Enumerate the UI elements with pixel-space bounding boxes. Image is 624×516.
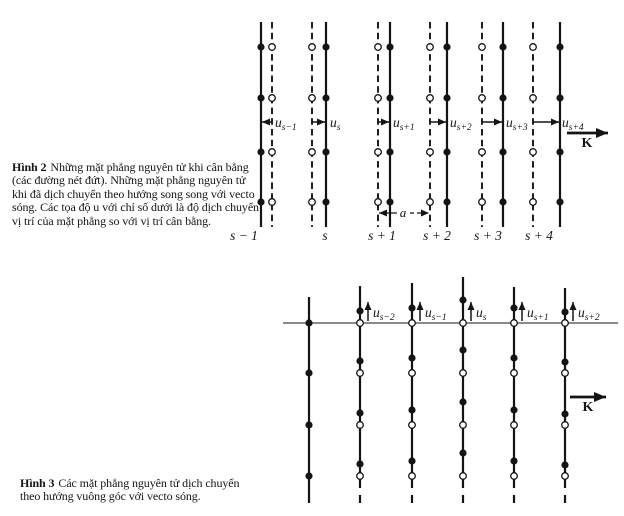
fig2-wavevector — [567, 133, 608, 151]
plane-index-label: s + 2 — [423, 228, 451, 243]
equilibrium-atom-dot — [269, 44, 276, 51]
figure-number-label: Hình 2 — [12, 160, 47, 174]
displacement-label-u-s: $u_s$ — [476, 305, 487, 323]
equilibrium-atom-dot — [511, 370, 518, 377]
displaced-atom-dot — [408, 354, 415, 361]
equilibrium-atom-dot — [460, 473, 467, 480]
displaced-atom-dot — [443, 198, 450, 205]
equilibrium-atom-dot — [269, 95, 276, 102]
equilibrium-atom-dot — [309, 199, 316, 206]
displaced-atom-dot — [556, 43, 563, 50]
equilibrium-atom-dot — [530, 44, 537, 51]
caption-line: theo hướng vuông góc với vecto sóng. — [20, 489, 201, 504]
plane-index-label: s — [322, 228, 328, 243]
equilibrium-atom-dot — [427, 149, 434, 156]
caption-line: khi đã dịch chuyển theo hướng song song với vecto — [12, 186, 255, 201]
displaced-atom-dot — [443, 43, 450, 50]
fig3-plane-s — [459, 277, 486, 503]
equilibrium-atom-dot — [375, 149, 382, 156]
equilibrium-atom-dot — [562, 422, 569, 429]
displaced-atom-dot — [356, 307, 363, 314]
fig2-plane-s+1 — [368, 22, 415, 243]
displaced-atom-dot — [510, 406, 517, 413]
wavevector-label-K: K — [581, 136, 593, 151]
displaced-atom-dot — [499, 43, 506, 50]
equilibrium-atom-dot — [357, 320, 364, 327]
equilibrium-atom-dot — [530, 149, 537, 156]
displacement-label-u-s+1: $u_{s+1}$ — [527, 305, 549, 323]
fig3-plane-s+1 — [510, 287, 548, 503]
displaced-atom-dot — [499, 148, 506, 155]
displaced-atom-dot — [322, 198, 329, 205]
displaced-atom-dot — [257, 148, 264, 155]
displaced-atom-dot — [305, 319, 312, 326]
equilibrium-atom-dot — [269, 199, 276, 206]
displacement-label-u-s+2: $u_{s+2}$ — [450, 115, 472, 133]
displaced-atom-dot — [386, 94, 393, 101]
fig3-wavevector — [570, 397, 606, 415]
figure2-caption — [12, 161, 259, 228]
displaced-atom-dot — [459, 449, 466, 456]
equilibrium-atom-dot — [427, 95, 434, 102]
displaced-atom-dot — [305, 369, 312, 376]
caption-line: (các đường nét đứt). Những mặt phẳng nguyên tử — [12, 173, 246, 188]
displaced-atom-dot — [386, 198, 393, 205]
displacement-label-u-s+1: $u_{s+1}$ — [393, 115, 415, 133]
displaced-atom-dot — [510, 304, 517, 311]
displacement-label-u-s+2: $u_{s+2}$ — [578, 305, 600, 323]
displaced-atom-dot — [459, 398, 466, 405]
equilibrium-atom-dot — [375, 95, 382, 102]
equilibrium-atom-dot — [309, 149, 316, 156]
displaced-atom-dot — [459, 296, 466, 303]
equilibrium-atom-dot — [479, 149, 486, 156]
plane-index-label: s − 1 — [230, 228, 258, 243]
equilibrium-atom-dot — [562, 320, 569, 327]
figure3-transverse-wave-diagram — [283, 277, 618, 503]
displaced-atom-dot — [356, 460, 363, 467]
equilibrium-atom-dot — [409, 370, 416, 377]
displaced-atom-dot — [356, 357, 363, 364]
displaced-atom-dot — [556, 198, 563, 205]
equilibrium-atom-dot — [375, 44, 382, 51]
displacement-label-u-s+4: $u_{s+4}$ — [562, 115, 584, 133]
displaced-atom-dot — [443, 94, 450, 101]
fig3-plane-s-2 — [356, 286, 394, 503]
displaced-atom-dot — [257, 43, 264, 50]
displacement-label-u-s+3: $u_{s+3}$ — [506, 115, 528, 133]
fig2-plane-s+3 — [474, 22, 528, 243]
displaced-atom-dot — [408, 406, 415, 413]
figure3-caption — [20, 477, 239, 504]
equilibrium-atom-dot — [460, 422, 467, 429]
equilibrium-atom-dot — [511, 473, 518, 480]
displaced-atom-dot — [322, 43, 329, 50]
wavevector-label-K: K — [582, 400, 594, 415]
equilibrium-atom-dot — [309, 44, 316, 51]
spacing-label-a: a — [399, 205, 407, 220]
equilibrium-atom-dot — [357, 473, 364, 480]
caption-text: Các mặt phẳng nguyên tử dịch chuyển — [58, 476, 240, 490]
caption-line — [20, 477, 239, 490]
figure2-longitudinal-wave-diagram — [230, 22, 608, 243]
equilibrium-atom-dot — [460, 320, 467, 327]
displaced-atom-dot — [305, 421, 312, 428]
equilibrium-atom-dot — [562, 473, 569, 480]
displaced-atom-dot — [510, 457, 517, 464]
displaced-atom-dot — [322, 148, 329, 155]
fig2-plane-s+2 — [423, 22, 472, 243]
plane-index-label: s + 3 — [474, 228, 502, 243]
fig2-plane-s — [309, 22, 341, 243]
lattice-spacing-marker — [379, 205, 429, 220]
caption-line: sóng. Các tọa độ u với chỉ số dưới là độ dịch chuyển — [12, 200, 259, 215]
plane-index-label: s + 4 — [525, 228, 553, 243]
displaced-atom-dot — [443, 148, 450, 155]
equilibrium-atom-dot — [530, 95, 537, 102]
displaced-atom-dot — [561, 358, 568, 365]
displaced-atom-dot — [459, 346, 466, 353]
displacement-label-u-s-2: $u_{s-2}$ — [373, 305, 395, 323]
displaced-atom-dot — [561, 461, 568, 468]
displaced-atom-dot — [257, 94, 264, 101]
equilibrium-atom-dot — [511, 422, 518, 429]
equilibrium-atom-dot — [460, 370, 467, 377]
plane-index-label: s + 1 — [368, 228, 396, 243]
equilibrium-atom-dot — [511, 320, 518, 327]
caption-text: Những mặt phẳng nguyên tử khi cân bằng — [50, 160, 249, 174]
displaced-atom-dot — [322, 94, 329, 101]
equilibrium-atom-dot — [409, 320, 416, 327]
displacement-label-u-s-1: $u_{s-1}$ — [275, 115, 297, 133]
equilibrium-atom-dot — [409, 422, 416, 429]
equilibrium-atom-dot — [479, 44, 486, 51]
equilibrium-atom-dot — [357, 370, 364, 377]
displaced-atom-dot — [561, 410, 568, 417]
equilibrium-atom-dot — [357, 422, 364, 429]
caption-line: vị trí của mặt phẳng so với vị trí cân bằng. — [12, 213, 211, 228]
displaced-atom-dot — [408, 457, 415, 464]
equilibrium-atom-dot — [427, 199, 434, 206]
fig3-plane-col-1 — [305, 297, 312, 503]
displaced-atom-dot — [356, 409, 363, 416]
fig3-plane-s+2 — [561, 288, 599, 503]
displaced-atom-dot — [386, 148, 393, 155]
caption-line — [12, 161, 259, 174]
equilibrium-atom-dot — [309, 95, 316, 102]
displaced-atom-dot — [556, 94, 563, 101]
displaced-atom-dot — [510, 354, 517, 361]
equilibrium-atom-dot — [269, 149, 276, 156]
fig3-plane-s-1 — [408, 283, 446, 503]
displaced-atom-dot — [561, 308, 568, 315]
equilibrium-atom-dot — [479, 95, 486, 102]
equilibrium-atom-dot — [479, 199, 486, 206]
displacement-label-u-s-1: $u_{s-1}$ — [425, 305, 447, 323]
displaced-atom-dot — [305, 472, 312, 479]
equilibrium-atom-dot — [427, 44, 434, 51]
displaced-atom-dot — [499, 94, 506, 101]
equilibrium-atom-dot — [530, 199, 537, 206]
displaced-atom-dot — [386, 43, 393, 50]
displaced-atom-dot — [499, 198, 506, 205]
displacement-label-u-s: $u_s$ — [330, 115, 341, 133]
equilibrium-atom-dot — [375, 199, 382, 206]
figure-number-label: Hình 3 — [20, 476, 55, 490]
displaced-atom-dot — [556, 148, 563, 155]
displaced-atom-dot — [408, 304, 415, 311]
equilibrium-atom-dot — [562, 370, 569, 377]
equilibrium-atom-dot — [409, 473, 416, 480]
